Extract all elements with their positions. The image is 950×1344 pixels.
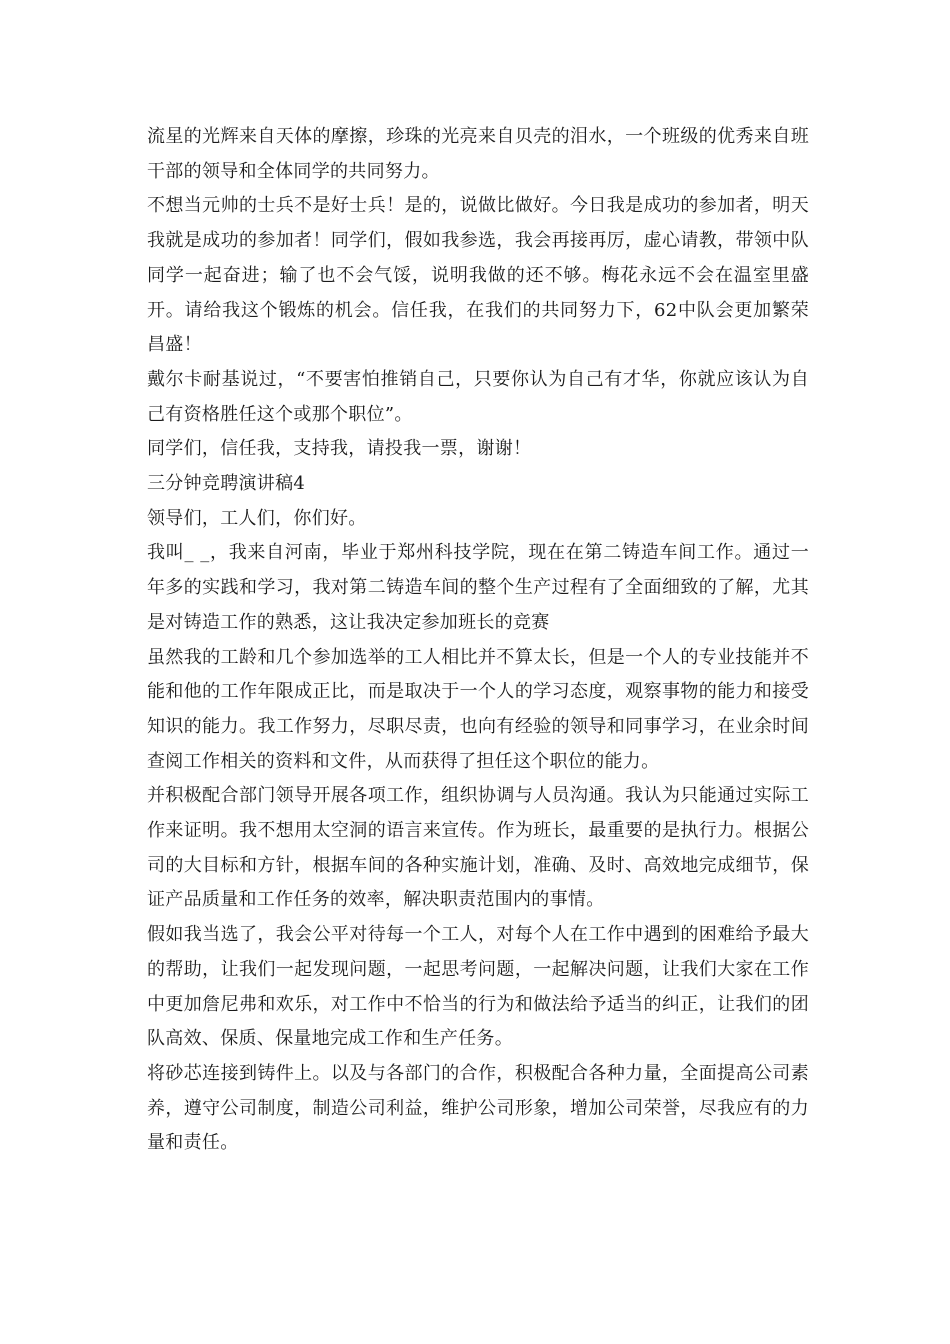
paragraph-11: 将砂芯连接到铸件上。以及与各部门的合作，积极配合各种力量，全面提高公司素养，遵守公司制度，制造公司利益，维护公司形象，增加公司荣誉，尽我应有的力量和责任。 [147,1062,809,1154]
paragraph-greeting: 领导们，工人们，你们好。 [147,507,367,529]
paragraph-3: 戴尔卡耐基说过，“不要害怕推销自己，只要你认为自己有才华，你就应该认为自己有资格胜任这个或那个职位”。 [147,368,809,425]
paragraph-8: 虽然我的工龄和几个参加选举的工人相比并不算太长，但是一个人的专业技能并不能和他的工作年限成正比，而是取决于一个人的学习态度，观察事物的能力和接受知识的能力。我工作努力，尽职尽责，也向有经验的领导和同事学习，在业余时间查阅工作相关的资料和文件，从而获得了担任这个职位的能力。 [147,646,809,772]
paragraph-9: 并积极配合部门领导开展各项工作，组织协调与人员沟通。我认为只能通过实际工作来证明。我不想用太空洞的语言来宣传。作为班长，最重要的是执行力。根据公司的大目标和方针，根据车间的各种实施计划，准确、及时、高效地完成细节，保证产品质量和工作任务的效率，解决职责范围内的事情。 [147,785,809,911]
document-body [147,120,809,1161]
paragraph-1: 流星的光辉来自天体的摩擦，珍珠的光亮来自贝壳的泪水，一个班级的优秀来自班干部的领导和全体同学的共同努力。 [147,126,809,182]
paragraph-2: 不想当元帅的士兵不是好士兵！是的，说做比做好。今日我是成功的参加者，明天我就是成功的参加者！同学们，假如我参选，我会再接再厉，虚心请教，带领中队同学一起奋进；输了也不会气馁，说明我做的还不够。梅花永远不会在温室里盛开。请给我这个锻炼的机会。信任我，在我们的共同努力下，62中队会更加繁荣昌盛！ [147,195,809,356]
paragraph-4: 同学们，信任我，支持我，请投我一票，谢谢！ [147,438,532,460]
paragraph-10: 假如我当选了，我会公平对待每一个工人，对每个人在工作中遇到的困难给予最大的帮助，让我们一起发现问题，一起思考问题，一起解决问题，让我们大家在工作中更加詹尼弗和欢乐，对工作中不恰当的行为和做法给予适当的纠正，让我们的团队高效、保质、保量地完成工作和生产任务。 [147,924,809,1050]
paragraph-7: 我叫_ _，我来自河南，毕业于郑州科技学院，现在在第二铸造车间工作。通过一年多的实践和学习，我对第二铸造车间的整个生产过程有了全面细致的了解，尤其是对铸造工作的熟悉，这让我决定参加班长的竞赛 [147,542,809,633]
section-heading: 三分钟竞聘演讲稿4 [147,473,306,495]
